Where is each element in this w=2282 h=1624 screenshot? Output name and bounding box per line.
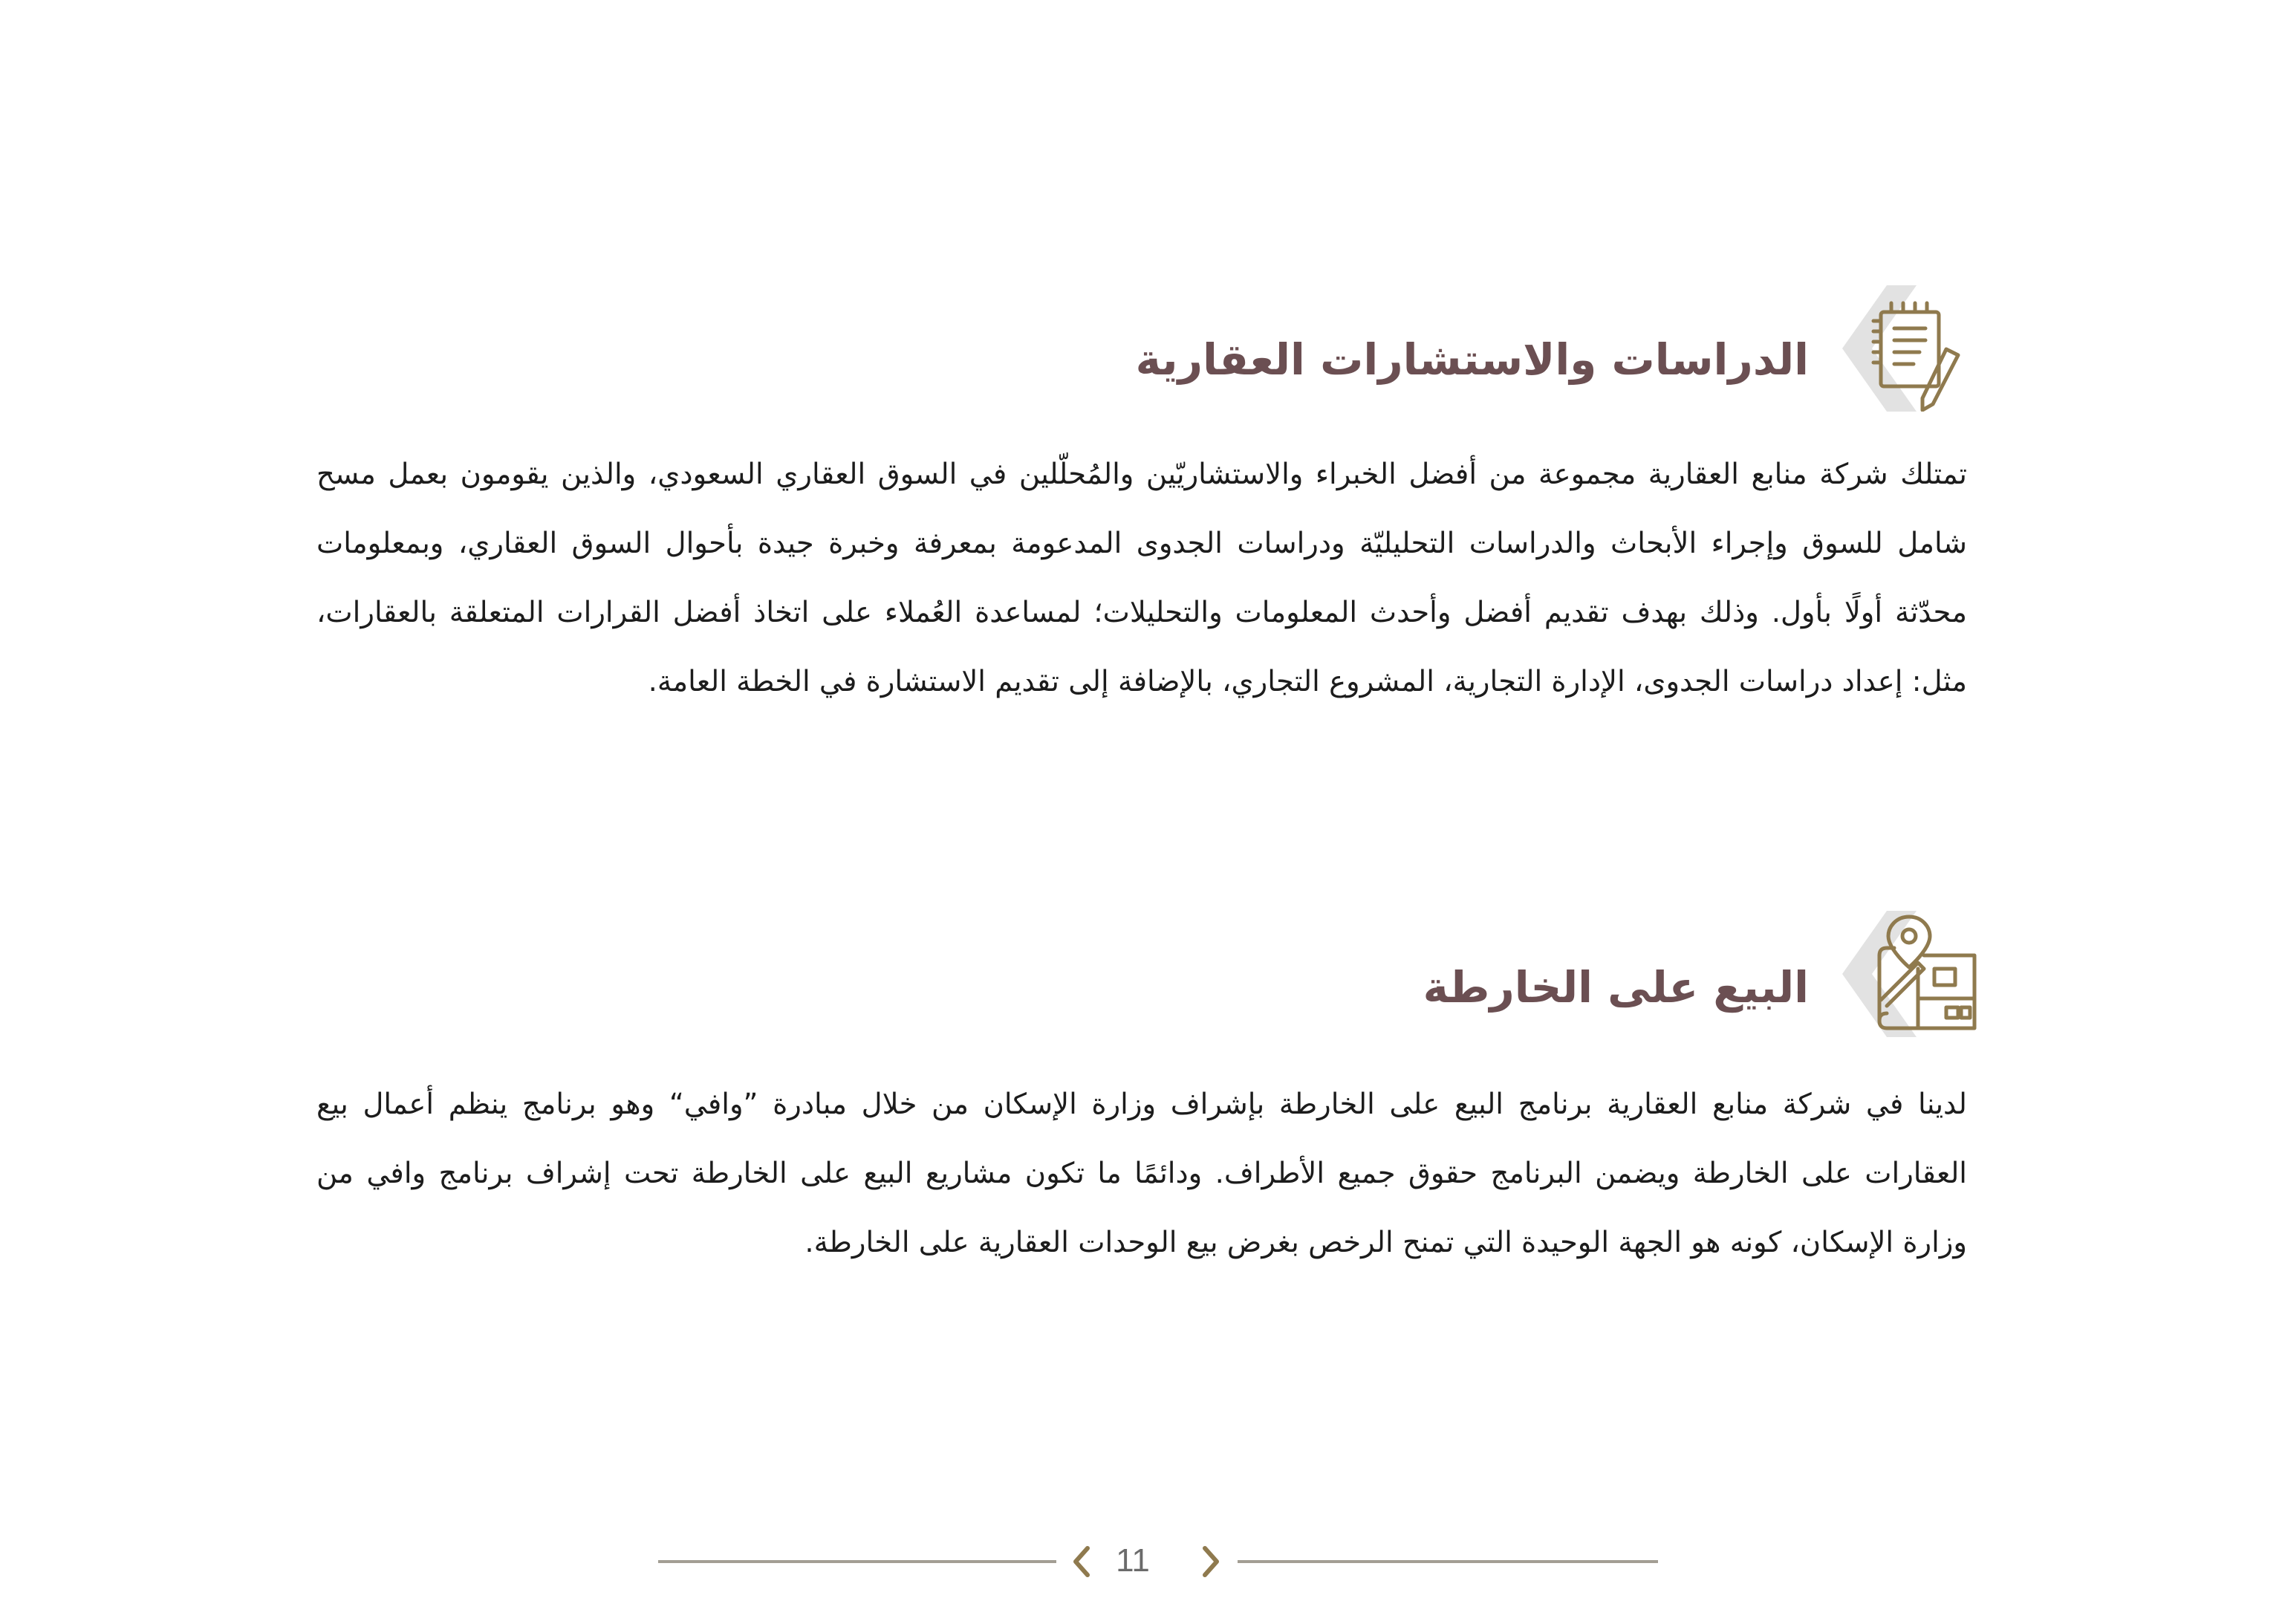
footer-divider-right bbox=[1238, 1560, 1658, 1563]
footer-divider-left bbox=[658, 1560, 1056, 1563]
notepad-pencil-icon bbox=[1835, 285, 1983, 412]
chevron-left-icon[interactable] bbox=[1067, 1544, 1096, 1579]
map-location-pin-icon bbox=[1835, 911, 1983, 1037]
section-paragraph: تمتلك شركة منابع العقارية مجموعة من أفضل الخبراء والاستشاريّين والمُحلّلين في السوق العقاري السعودي، والذين يقومون بعمل مسح شامل للسوق وإجراء الأبحاث والدراسات التحليليّة ودراسات الجدوى المدعومة بمعرفة وخبرة جيدة بأحوال السوق العقاري، وبمعلومات محدّثة أولًا بأول. وذلك بهدف تقديم أفضل وأحدث المعلومات والتحليلات؛ لمساعدة العُملاء على اتخاذ أفضل القرارات المتعلقة بالعقارات، مثل: إعداد دراسات الجدوى، الإدارة التجارية، المشروع التجاري، بالإضافة إلى تقديم الاستشارة في الخطة العامة. bbox=[316, 458, 1967, 698]
page-footer bbox=[0, 1530, 2282, 1590]
section-paragraph: لدينا في شركة منابع العقارية برنامج البيع على الخارطة بإشراف وزارة الإسكان من خلال مبادرة ”وافي“ وهو برنامج ينظم أعمال بيع العقارات على الخارطة ويضمن البرنامج حقوق جميع الأطراف. ودائمًا ما تكون مشاريع البيع على الخارطة تحت إشراف برنامج وافي من وزارة الإسكان، كونه هو الجهة الوحيدة التي تمنح الرخص بغرض بيع الوحدات العقارية على الخارطة. bbox=[316, 1088, 1967, 1259]
section-heading: الدراسات والاستشارات العقارية bbox=[1135, 334, 1809, 385]
section-heading: البيع على الخارطة bbox=[1423, 962, 1809, 1013]
chevron-right-icon[interactable] bbox=[1196, 1544, 1226, 1579]
page-number: 11 bbox=[1116, 1542, 1150, 1579]
